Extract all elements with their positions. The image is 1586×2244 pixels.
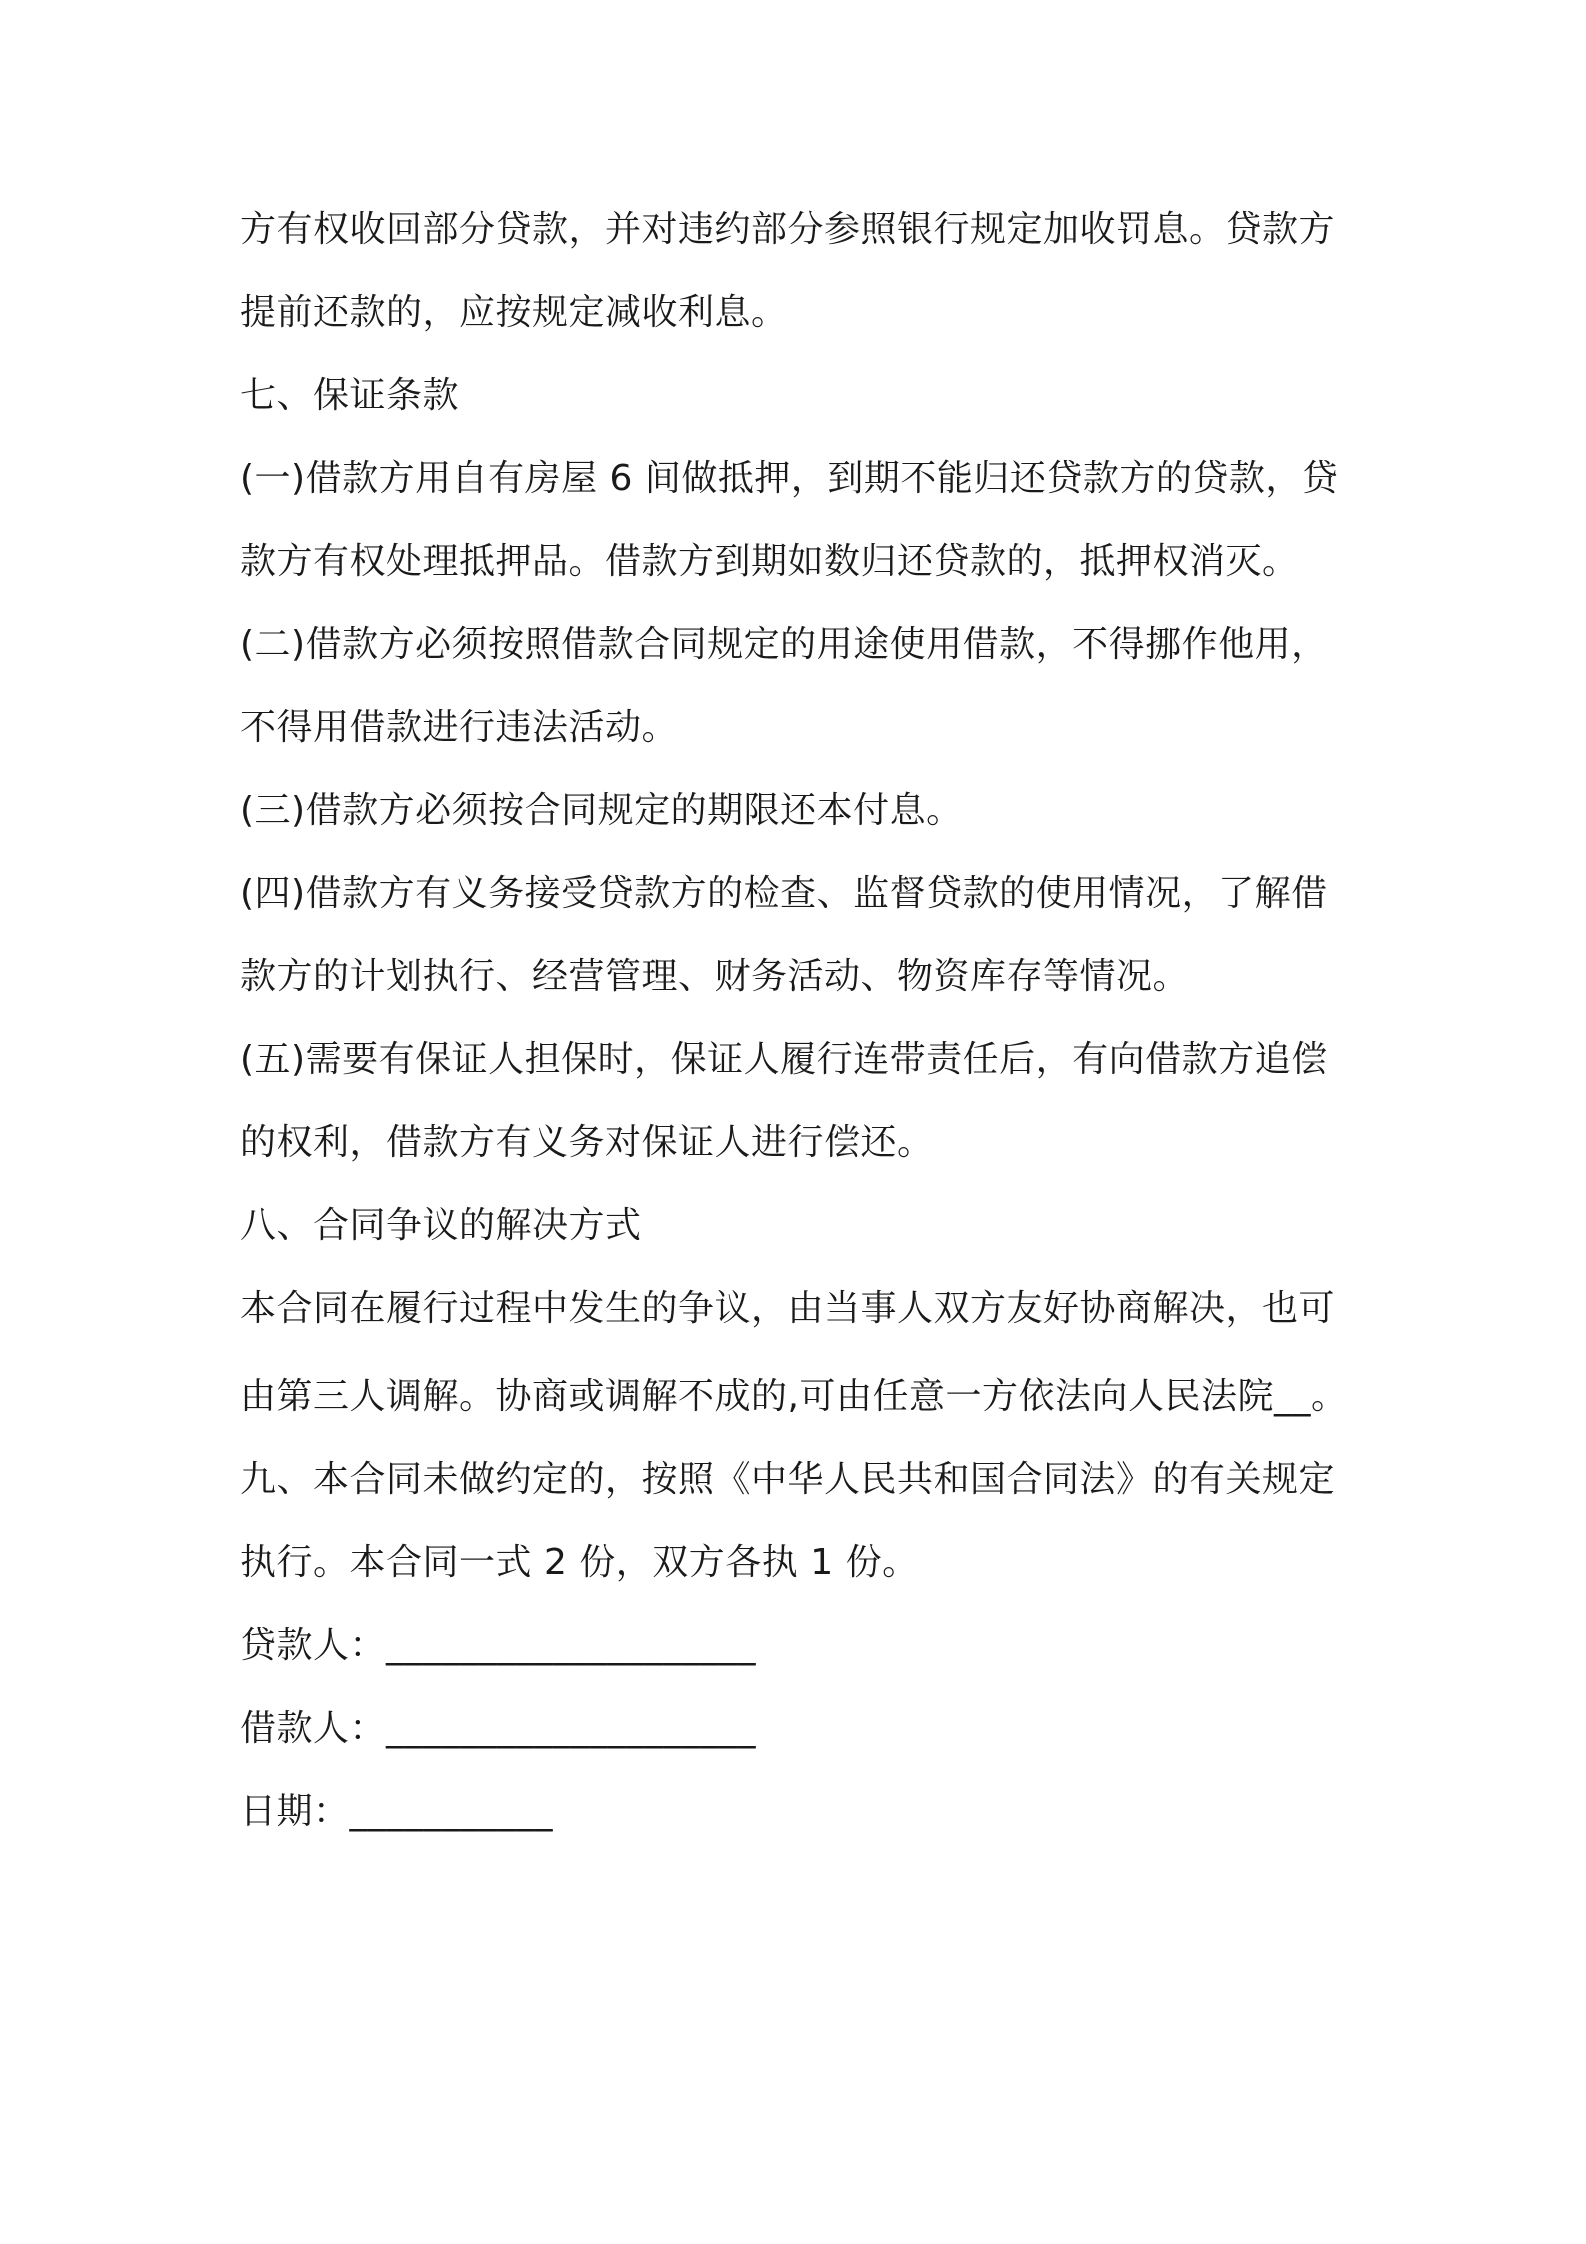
paragraph-line: 不得用借款进行违法活动。 xyxy=(240,707,679,748)
paragraph-line: 本合同在履行过程中发生的争议，由当事人双方友好协商解决，也可 xyxy=(240,1288,1336,1329)
section-heading: 七、保证条款 xyxy=(240,375,460,416)
section-heading: 八、合同争议的解决方式 xyxy=(240,1205,642,1246)
paragraph-line: 款方有权处理抵押品。借款方到期如数归还贷款的，抵押权消灭。 xyxy=(240,541,1299,582)
signature-borrower-line: 借款人：____________________ xyxy=(240,1708,757,1749)
paragraph-line: (三)借款方必须按合同规定的期限还本付息。 xyxy=(240,790,963,831)
paragraph-line: (二)借款方必须按照借款合同规定的用途使用借款，不得挪作他用， xyxy=(240,624,1328,665)
paragraph-line: (一)借款方用自有房屋 6 间做抵押，到期不能归还贷款方的贷款，贷 xyxy=(240,458,1339,499)
paragraph-line: 九、本合同未做约定的，按照《中华人民共和国合同法》的有关规定 xyxy=(240,1459,1336,1500)
paragraph-line: 提前还款的，应按规定减收利息。 xyxy=(240,292,788,333)
paragraph-line: 方有权收回部分贷款，并对违约部分参照银行规定加收罚息。贷款方 xyxy=(240,209,1336,250)
paragraph-line: (四)借款方有义务接受贷款方的检查、监督贷款的使用情况，了解借 xyxy=(240,873,1328,914)
paragraph-line: 由第三人调解。协商或调解不成的,可由任意一方依法向人民法院__。 xyxy=(240,1376,1348,1417)
paragraph-line: 的权利，借款方有义务对保证人进行偿还。 xyxy=(240,1122,934,1163)
paragraph-line: 执行。本合同一式 2 份，双方各执 1 份。 xyxy=(240,1542,919,1583)
date-line: 日期：___________ xyxy=(240,1791,554,1832)
paragraph-line: (五)需要有保证人担保时，保证人履行连带责任后，有向借款方追偿 xyxy=(240,1039,1328,1080)
paragraph-line: 款方的计划执行、经营管理、财务活动、物资库存等情况。 xyxy=(240,956,1190,997)
signature-lender-line: 贷款人：____________________ xyxy=(240,1625,757,1666)
